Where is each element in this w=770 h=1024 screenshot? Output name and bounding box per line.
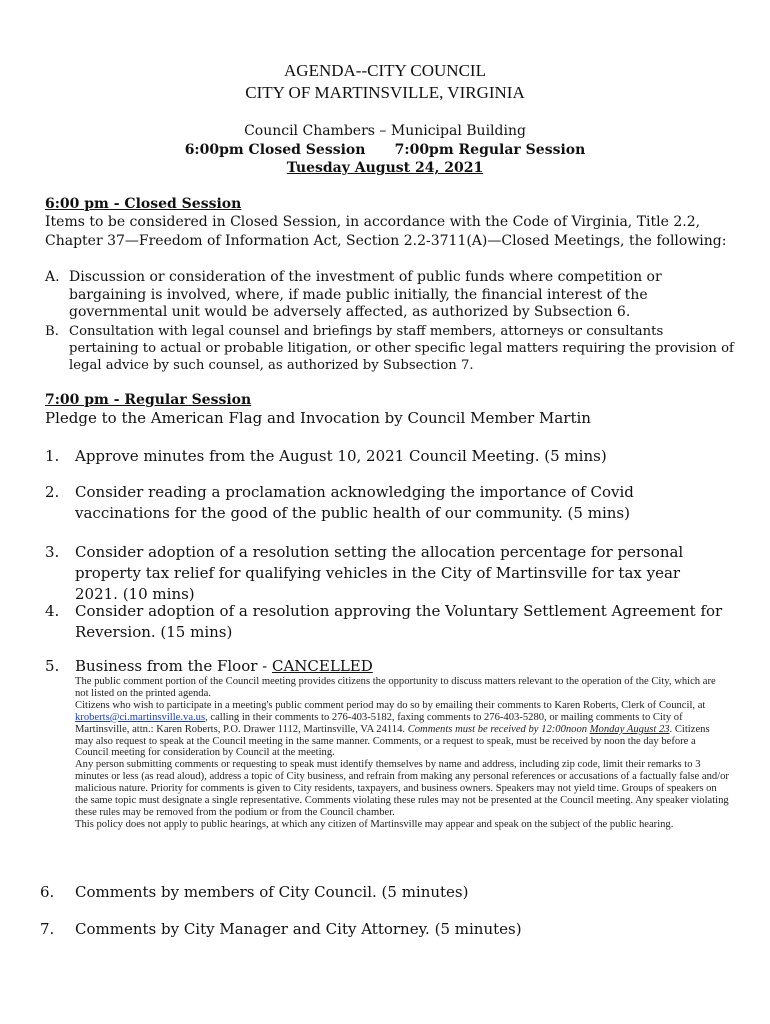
item-text: Consider reading a proclamation acknowledging the importance of Covid vaccinations for the good of the public health of our community. (5 mins) xyxy=(75,483,634,522)
item-text: Business from the Floor - CANCELLED xyxy=(75,657,373,675)
closed-item-b xyxy=(45,323,735,374)
item-number: 3. xyxy=(45,543,60,561)
item-text: Comments by City Manager and City Attorney. (5 minutes) xyxy=(75,920,522,938)
session-times: 6:00pm Closed Session 7:00pm Regular Session xyxy=(184,142,586,158)
regular-session-heading: 7:00 pm - Regular Session xyxy=(45,392,252,408)
public-comment-policy xyxy=(75,676,730,831)
policy-paragraph-2: Citizens who wish to participate in a meeting's public comment period may do so by emailing their comments to Karen Roberts, Clerk of Council, at kroberts@ci.martinsville.va.us, calling in their comments to 276-403-5182, faxing comments to 276-403-5280, or mailing comments to City of Martinsville, attn.: Karen Roberts, P.O. Drawer 1112, Martinsville, VA 24114. Comments must be received by 12:00noon Monday August 23. Citizens may also request to speak at the Council meeting in the same manner. Comments, or a request to speak, must be received by noon the day before a Council meeting for consideration by Council at the meeting. xyxy=(75,699,710,759)
item-text: Discussion or consideration of the investment of public funds where competition or bargaining is involved, where, if made public initially, the financial interest of the governmental unit would be adversely affected, as authorized by Subsection 6. xyxy=(69,269,662,320)
item-text: Consider adoption of a resolution setting the allocation percentage for personal property tax relief for qualifying vehicles in the City of Martinsville for tax year 2021. (10 mins) xyxy=(75,543,684,603)
item-number: 6. xyxy=(40,883,55,901)
item-number: 1. xyxy=(45,447,60,465)
item-letter: A. xyxy=(45,269,60,285)
city-title: CITY OF MARTINSVILLE, VIRGINIA xyxy=(245,83,525,102)
closed-item-a xyxy=(45,269,735,322)
meeting-location: Council Chambers – Municipal Building xyxy=(244,123,526,139)
policy-paragraph-1: The public comment portion of the Council meeting provides citizens the opportunity to discuss matters relevant to the operation of the City, which are not listed on the printed agenda. xyxy=(75,676,716,699)
closed-session-intro: Items to be considered in Closed Session, in accordance with the Code of Virginia, Title 2.2, Chapter 37—Freedom of Information Act, Section 2.2-3711(A)—Closed Meetings, the following: xyxy=(45,214,727,249)
item-text: Consider adoption of a resolution approving the Voluntary Settlement Agreement for Reversion. (15 mins) xyxy=(75,602,723,641)
item-number: 5. xyxy=(45,657,60,675)
agenda-item-7 xyxy=(40,919,725,940)
item-number: 2. xyxy=(45,483,60,501)
item-letter: B. xyxy=(45,324,59,339)
agenda-item-2 xyxy=(45,482,725,524)
item-text: Consultation with legal counsel and briefings by staff members, attorneys or consultants pertaining to actual or probable litigation, or other specific legal matters requiring the provision of legal advice by such counsel, as authorized by Subsection 7. xyxy=(69,324,734,373)
policy-paragraph-3: Any person submitting comments or requesting to speak must identify themselves by name and address, including zip code, limit their remarks to 3 minutes or less (as read aloud), address a topic of City business, and refrain from making any personal references or accusations of a factually false and/or malicious nature. Priority for comments is given to City residents, taxpayers, and business owners. Speakers may not yield time. Groups of speakers on the same topic must designate a single representative. Comments violating these rules may not be presented at the Council meeting. Any speaker violating these rules may be removed from the podium or from the Council chamber. xyxy=(75,759,729,818)
policy-paragraph-4: This policy does not apply to public hearings, at which any citizen of Martinsville may appear and speak on the subject of the public hearing. xyxy=(75,818,674,830)
item-number: 4. xyxy=(45,602,60,620)
agenda-item-3 xyxy=(45,542,725,605)
closed-session-heading: 6:00 pm - Closed Session xyxy=(45,196,242,212)
agenda-item-5 xyxy=(45,656,725,677)
clerk-email-link[interactable]: kroberts@ci.martinsville.va.us xyxy=(75,711,206,723)
cancelled-label: CANCELLED xyxy=(272,657,373,675)
agenda-item-4 xyxy=(45,601,725,643)
agenda-item-6 xyxy=(40,882,725,903)
item-number: 7. xyxy=(40,920,55,938)
agenda-title: AGENDA--CITY COUNCIL xyxy=(284,61,486,80)
item-text: Approve minutes from the August 10, 2021 Council Meeting. (5 mins) xyxy=(75,447,607,465)
agenda-item-1 xyxy=(45,446,725,467)
pledge-line: Pledge to the American Flag and Invocation by Council Member Martin xyxy=(45,409,591,427)
item-text: Comments by members of City Council. (5 minutes) xyxy=(75,883,469,901)
meeting-date: Tuesday August 24, 2021 xyxy=(286,160,484,176)
deadline-date: Monday August 23 xyxy=(589,723,670,735)
